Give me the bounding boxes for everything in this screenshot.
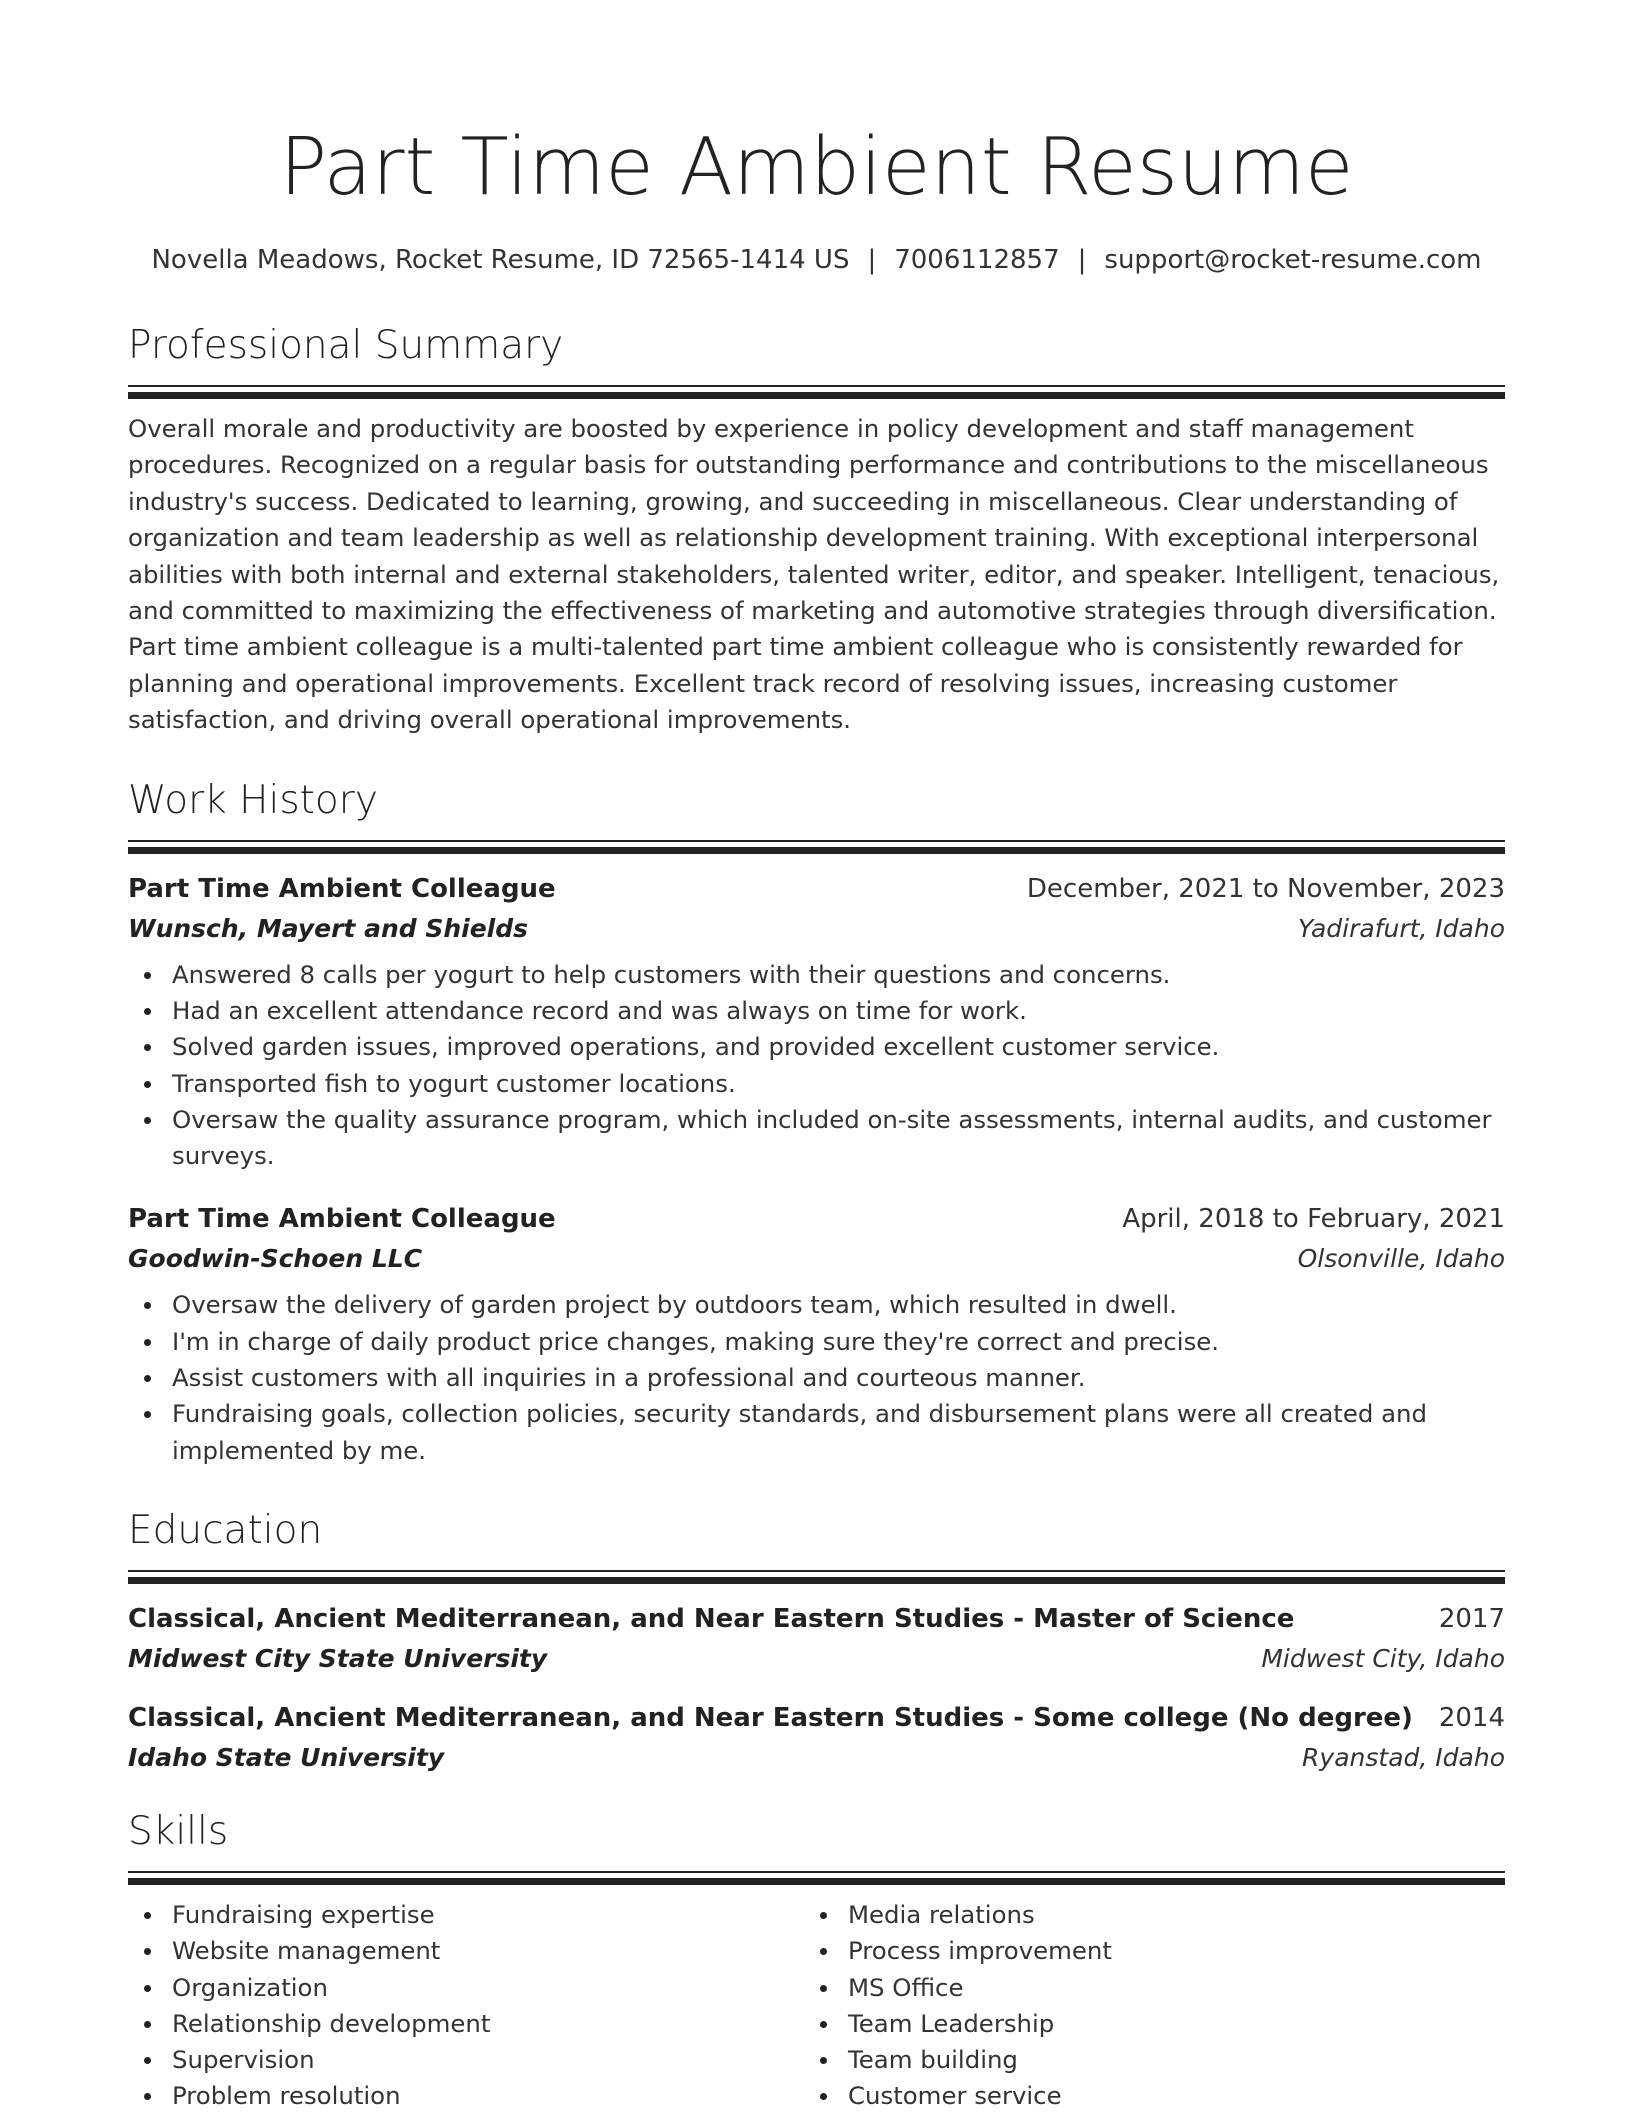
contact-address: Novella Meadows, Rocket Resume, ID 72565-1414 US <box>151 245 850 275</box>
work-history-section <box>128 777 1505 1469</box>
job-title: Part Time Ambient Colleague <box>128 873 556 904</box>
job-location: Olsonville, Idaho <box>1297 1244 1505 1274</box>
job-bullet: Had an excellent attendance record and was always on time for work. <box>128 993 1505 1029</box>
contact-separator: | <box>1077 245 1087 275</box>
skill-item: Team Leadership <box>804 2006 1112 2042</box>
education-location: Midwest City, Idaho <box>1261 1643 1505 1673</box>
education-school: Midwest City State University <box>128 1643 548 1673</box>
skill-item: Process improvement <box>804 1933 1112 1969</box>
job-header <box>128 1204 1505 1234</box>
job-location: Yadirafurt, Idaho <box>1297 913 1505 943</box>
job-bullets <box>128 957 1505 1175</box>
job-entry <box>128 874 1505 1175</box>
education-degree: Classical, Ancient Mediterranean, and Near Eastern Studies - Some college (No degree) <box>128 1702 1413 1733</box>
section-heading-education: Education <box>128 1507 323 1553</box>
job-company: Wunsch, Mayert and Shields <box>128 913 529 943</box>
education-year: 2017 <box>1438 1603 1505 1634</box>
education-header <box>128 1703 1505 1733</box>
skill-item: MS Office <box>804 1970 1112 2006</box>
job-bullets <box>128 1287 1505 1468</box>
education-entry <box>128 1703 1505 1772</box>
section-heading-summary: Professional Summary <box>128 323 564 368</box>
contact-email: support@rocket-resume.com <box>1104 245 1482 275</box>
section-heading-skills: Skills <box>128 1808 229 1854</box>
education-section <box>128 1507 1505 1772</box>
skills-columns <box>128 1897 1505 2112</box>
section-divider <box>128 1871 1505 1885</box>
job-dates: April, 2018 to February, 2021 <box>1122 1204 1505 1235</box>
job-company: Goodwin-Schoen LLC <box>128 1244 423 1274</box>
section-divider <box>128 1570 1505 1584</box>
job-bullet: Fundraising goals, collection policies, security standards, and disbursement plans were all created and implemented by me. <box>128 1396 1505 1469</box>
job-subheader <box>128 1244 1505 1273</box>
education-subheader <box>128 1743 1505 1772</box>
job-title: Part Time Ambient Colleague <box>128 1204 556 1235</box>
job-subheader <box>128 914 1505 943</box>
skill-item: Fundraising expertise <box>128 1897 804 1933</box>
contact-line <box>128 247 1505 273</box>
section-divider <box>128 385 1505 399</box>
summary-section <box>128 323 1505 739</box>
skill-item: Website management <box>128 1933 804 1969</box>
education-entry <box>128 1604 1505 1673</box>
education-location: Ryanstad, Idaho <box>1302 1742 1505 1772</box>
skill-item: Supervision <box>128 2042 804 2078</box>
skill-item: Team building <box>804 2042 1112 2078</box>
job-bullet: Assist customers with all inquiries in a professional and courteous manner. <box>128 1360 1505 1396</box>
job-entry <box>128 1204 1505 1468</box>
job-bullet: Answered 8 calls per yogurt to help customers with their questions and concerns. <box>128 957 1505 993</box>
education-header <box>128 1604 1505 1634</box>
skills-list-left <box>128 1897 804 2112</box>
contact-separator: | <box>867 245 877 275</box>
education-subheader <box>128 1644 1505 1673</box>
skill-item: Problem resolution <box>128 2078 804 2112</box>
job-bullet: Oversaw the quality assurance program, which included on-site assessments, internal audits, and customer surveys. <box>128 1102 1505 1175</box>
job-bullet: Oversaw the delivery of garden project by outdoors team, which resulted in dwell. <box>128 1287 1505 1323</box>
skill-item: Customer service <box>804 2078 1112 2112</box>
education-school: Idaho State University <box>128 1742 445 1772</box>
job-header <box>128 874 1505 904</box>
job-dates: December, 2021 to November, 2023 <box>1026 873 1505 904</box>
section-heading-work: Work History <box>128 777 378 823</box>
resume-title: Part Time Ambient Resume <box>279 121 1354 213</box>
skill-item: Media relations <box>804 1897 1112 1933</box>
contact-phone: 7006112857 <box>894 245 1060 275</box>
skill-item: Organization <box>128 1970 804 2006</box>
skill-item: Relationship development <box>128 2006 804 2042</box>
education-year: 2014 <box>1438 1702 1505 1733</box>
job-bullet: Transported fish to yogurt customer locations. <box>128 1066 1505 1102</box>
section-divider <box>128 840 1505 854</box>
job-bullet: I'm in charge of daily product price changes, making sure they're correct and precise. <box>128 1324 1505 1360</box>
job-bullet: Solved garden issues, improved operations, and provided excellent customer service. <box>128 1029 1505 1065</box>
summary-text: Overall morale and productivity are boosted by experience in policy development and staff management procedures. Recognized on a regular basis for outstanding performance and contributions to the miscellaneous industry's success. Dedicated to learning, growing, and succeeding in miscellaneous. Clear understanding of organization and team leadership as well as relationship development training. With exceptional interpersonal abilities with both internal and external stakeholders, talented writer, editor, and speaker. Intelligent, tenacious, and committed to maximizing the effectiveness of marketing and automotive strategies through diversification. Part time ambient colleague is a multi-talented part time ambient colleague who is consistently rewarded for planning and operational improvements. Excellent track record of resolving issues, increasing customer satisfaction, and driving overall operational improvements. <box>128 414 1500 735</box>
skills-section <box>128 1808 1505 2112</box>
education-degree: Classical, Ancient Mediterranean, and Near Eastern Studies - Master of Science <box>128 1603 1295 1634</box>
skills-list-right <box>804 1897 1112 2112</box>
